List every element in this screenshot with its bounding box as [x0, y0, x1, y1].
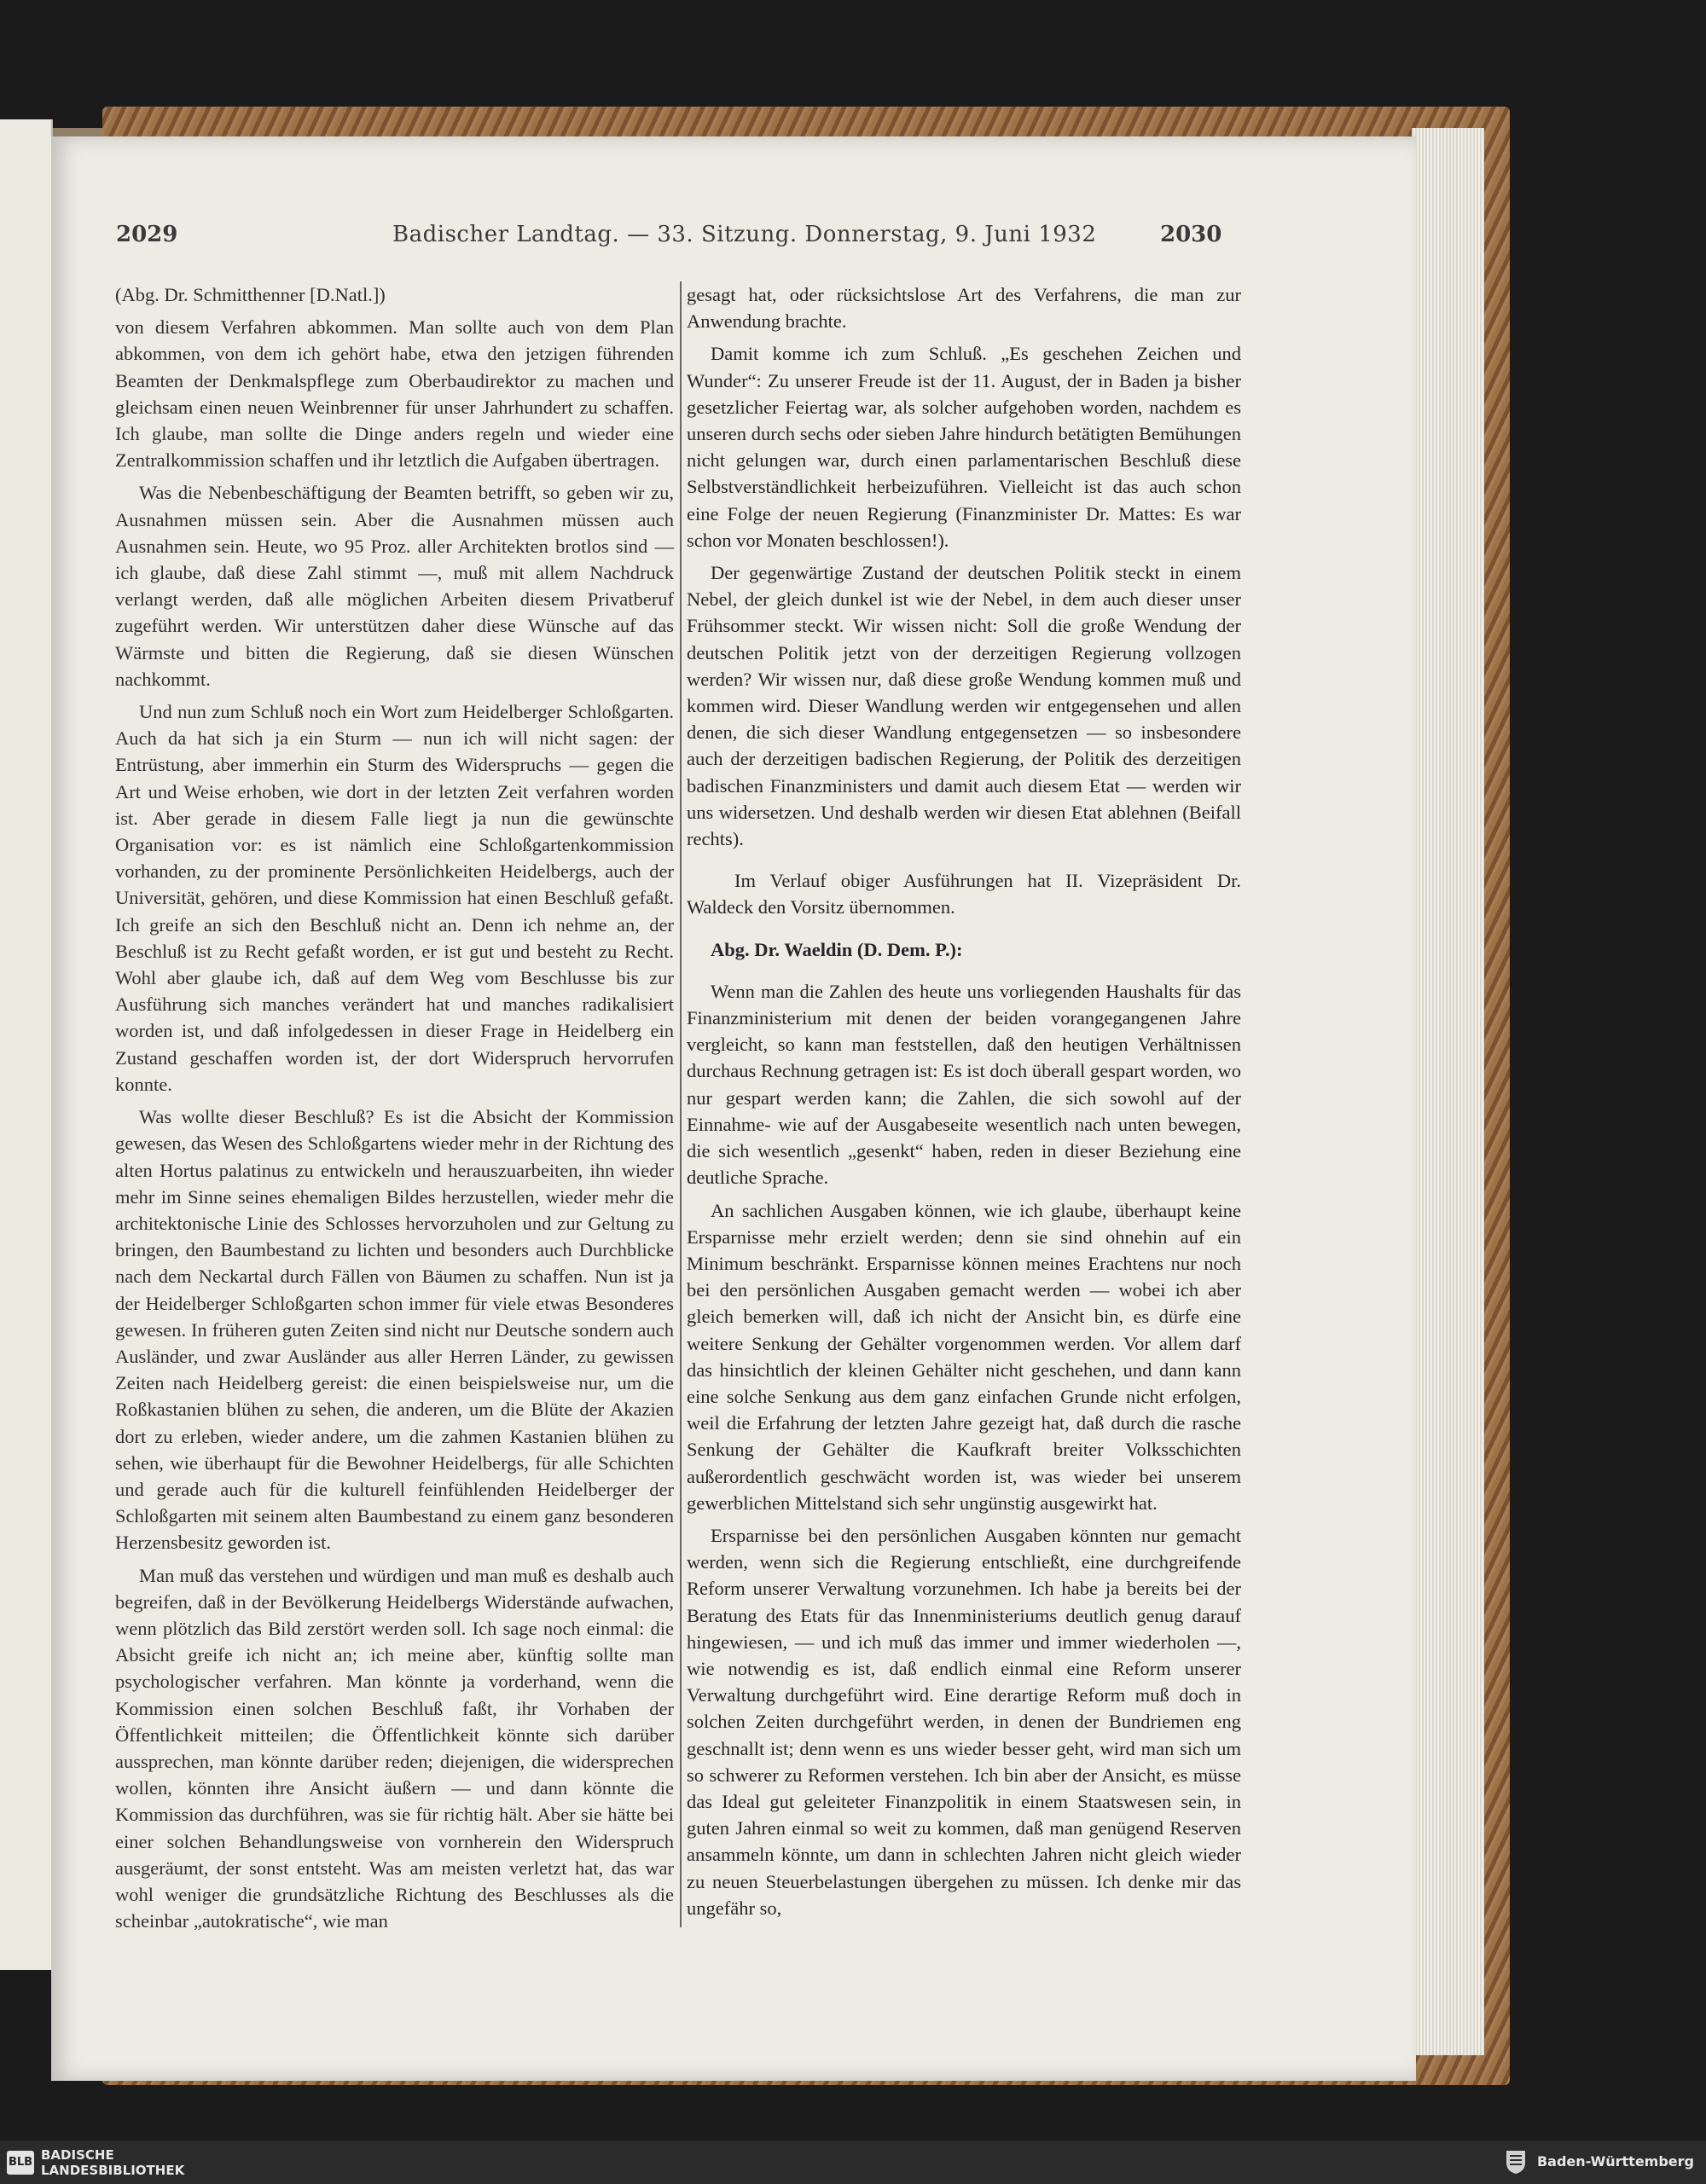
blb-logo[interactable]: BLB — [7, 2151, 34, 2175]
header-title: Badischer Landtag. — 33. Sitzung. Donnerstag, 9. Juni 1932 — [392, 222, 1097, 247]
library-name[interactable] — [41, 2147, 184, 2178]
paragraph: Der gegenwärtige Zustand der deutschen Politik steckt in einem Nebel, der gleich dunkel ist wie der Nebel, in dem auch dieser unser Frühsommer steckt. Wir wissen nicht: Soll die große Wendung der deutschen Politik jetzt von der derzeitigen Regierung vollzogen werden? Wir wissen nur, daß diese große Wendung kommen muß und kommen wird. Dieser Wandlung werden wir entgegensehen und allen denen, die sich dieser Wandlung entgegensetzen — so insbesondere auch der derzeitigen badischen Regierung, der Politik des derzeitigen badischen Finanzministers und damit auch diesem Etat — werden wir uns widersetzen. Und deshalb werden wir diesen Etat ablehnen (Beifall rechts). — [687, 562, 1241, 850]
paragraph: An sachlichen Ausgaben können, wie ich glaube, überhaupt keine Ersparnisse mehr erzielt werden; denn sie sind ohnehin auf ein Minimum beschränkt. Ersparnisse können meines Erachtens nur noch bei den persönlichen Ausgaben gemacht werden — wobei ich aber gleich bemerken will, daß ich nicht der Ansicht bin, es dürfe eine weitere Senkung der Gehälter vorgenommen werden. Vor allem darf das hinsichtlich der kleinen Gehälter nicht geschehen, und dann kann eine solche Senkung aus dem ganz einfachen Grunde nicht erfolgen, weil die Erfahrung der letzten Jahre gezeigt hat, daß durch die rasche Senkung der Gehälter die Kaufkraft breiter Volksschichten außerordentlich geschwächt worden ist, was wieder bei unserem gewerblichen Mittelstand sich sehr ungünstig ausgewirkt hat. — [687, 1199, 1241, 1514]
paragraph: Wenn man die Zahlen des heute uns vorliegenden Haushalts für das Finanzministerium mit denen der beiden vorangegangenen Jahre vergleicht, so kann man feststellen, daß den heutigen Verhältnissen durchaus Rechnung getragen ist: Es ist doch überall gespart worden, wo nur gespart werden kann; die Zahlen, die sich sowohl auf der Einnahme- wie auf der Ausgabeseite wesentlich nach unten bewegen, die sich wesentlich „gesenkt“ haben, reden in dieser Beziehung eine deutliche Sprache. — [687, 980, 1241, 1189]
page-number-right: 2030 — [1160, 222, 1222, 247]
library-name-line1: BADISCHE — [41, 2147, 114, 2163]
page-block-edge — [1412, 128, 1484, 2055]
paragraph: Man muß das verstehen und würdigen und man muß es deshalb auch begreifen, daß in der Bevölkerung Heidelbergs Widerstände aufwachen, wenn plötzlich das Bild zerstört werden soll. Ich sage noch einmal: die Absicht greife ich nicht an; ich meine aber, künftig sollte man psychologischer verfahren. Man könnte ja vorderhand, wenn die Kommission einen solchen Beschluß faßt, ihr Vorhaben der Öffentlichkeit mitteilen; die Öffentlichkeit könnte sich darüber aussprechen, man könnte darüber reden; diejenigen, die widersprechen wollen, könnten ihre Ansicht äußern — und dann könnte die Kommission das durchführen, was sie für richtig hält. Aber sie hätte bei einer solchen Behandlungsweise von vornherein den Widerspruch ausgeräumt, der sonst entsteht. Was am meisten verletzt hat, das war wohl weniger die grundsätzliche Richtung des Beschlusses als die scheinbar „autokratische“, wie man — [115, 1564, 674, 1932]
paragraph: gesagt hat, oder rücksichtslose Art des Verfahrens, die man zur Anwendung brachte. — [687, 284, 1241, 333]
paragraph: Was wollte dieser Beschluß? Es ist die Absicht der Kommission gewesen, das Wesen des Schloßgartens wieder mehr in der Richtung des alten Hortus palatinus zu entwickeln und herauszuarbeiten, ihn wieder mehr im Sinne seines ehemaligen Bildes herzustellen, wieder mehr die architektonische Linie des Schlosses hervorzuholen und zur Geltung zu bringen, den Baumbestand zu lichten und besonders auch Durchblicke nach dem Neckartal durch Fällen von Bäumen zu schaffen. Nun ist ja der Heidelberger Schloßgarten schon immer für viele etwas Besonderes gewesen. In früheren guten Zeiten sind nicht nur Deutsche sondern auch Ausländer, und zwar Ausländer aus aller Herren Länder, zu gewissen Zeiten nach Heidelberg gereist: die einen beispielsweise nur, um die Roßkastanien blühen zu sehen, die anderen, um die Blüte der Akazien dort zu erleben, wieder andere, um die zahmen Kastanien blühen zu sehen, wie überhaupt für die Bewohner Heidelbergs, für alle Schichten und gerade auch für die kulturell feinfühlenden Heidelberger der Schloßgarten mit seinem alten Baumbestand zu einem ganz besonderen Herzensbesitz geworden ist. — [115, 1106, 674, 1554]
viewer-footer — [0, 2141, 1706, 2184]
left-page-edge — [0, 119, 53, 1970]
paragraph: Ersparnisse bei den persönlichen Ausgaben könnten nur gemacht werden, wenn sich die Regierung entschließt, eine durchgreifende Reform unserer Verwaltung vorzunehmen. Ich habe ja bereits bei der Beratung des Etats für das Innenministeriums deutlich genug darauf hingewiesen, — und ich muß das immer und immer wiederholen —, wie notwendig es ist, daß endlich einmal eine Reform unserer Verwaltung durchgeführt wird. Eine derartige Reform muß doch in solchen Zeiten durchgeführt werden, in denen der Bundriemen eng geschnallt ist; denn wenn es uns wieder besser geht, wird man sich um so schwerer zu Reformen verstehen. Ich bin aber der Ansicht, es müsse das Ideal gut geleiteter Finanzpolitik in einem Staatswesen sein, in guten Jahren einmal so weit zu kommen, daß man genügend Reserven ansammeln könnte, um dann in schlechten Jahren nicht gleich wieder zu neuen Steuerbelastungen übergehen zu müssen. Ich denke mir das ungefähr so, — [687, 1524, 1241, 1919]
document-page — [51, 136, 1416, 2081]
running-header — [51, 222, 1416, 256]
page-number-left: 2029 — [116, 222, 178, 247]
right-column — [687, 281, 1241, 1927]
column-divider — [680, 281, 682, 1927]
paragraph: Und nun zum Schluß noch ein Wort zum Heidelberger Schloßgarten. Auch da hat sich ja ein Sturm — nun ich will nicht sagen: der Entrüstung, aber immerhin ein Sturm des Widerspruchs — gegen die Art und Weise erhoben, wie dort in der letzten Zeit verfahren worden ist. Aber gerade in diesem Falle liegt ja nun die gewünschte Organisation vor: es ist nämlich eine Schloßgartenkommission vorhanden, zu der prominente Persönlichkeiten Heidelbergs, auch der Universität, gehören, und diese Kommission hat einen Beschluß gefaßt. Ich greife an sich den Beschluß nicht an. Denn ich nehme an, der Beschluß ist zu Recht gefaßt worden, er ist gut und besteht zu Recht. Wohl aber glaube ich, daß auf dem Weg vom Beschlusse bis zur Ausführung sich manches verändert hat und manches radikalisiert worden ist, und daß infolgedessen in dieser Frage in Heidelberg ein Zustand geschaffen worden ist, der dort Widerspruch hervorrufen konnte. — [115, 701, 674, 1095]
state-label[interactable]: Baden-Württemberg — [1536, 2153, 1694, 2170]
library-name-line2: LANDESBIBLIOTHEK — [41, 2163, 185, 2178]
coat-of-arms-icon — [1505, 2149, 1527, 2175]
speaker-heading: Abg. Dr. Waeldin (D. Dem. P.): — [711, 938, 963, 960]
chair-note: Im Verlauf obiger Ausführungen hat II. Vizepräsident Dr. Waldeck den Vorsitz übernommen. — [687, 870, 1241, 918]
left-column — [115, 281, 674, 1940]
paragraph: von diesem Verfahren abkommen. Man sollte auch von dem Plan abkommen, von dem ich gehört habe, etwa den jetzigen führenden Beamten der Denkmalspflege zum Oberbaudirektor zu machen und gleichsam einen neuen Weinbrenner für unser Jahrhundert zu schaffen. Ich glaube, man sollte die Dinge anders regeln und wieder eine Zentralkommission schaffen und ihr letztlich die Aufgaben übertragen. — [115, 316, 674, 472]
paragraph: Damit komme ich zum Schluß. „Es geschehen Zeichen und Wunder“: Zu unserer Freude ist der 11. August, der in Baden ja bisher gesetzlicher Feiertag war, als solcher aufgehoben worden, nachdem es unseren durch sechs oder sieben Jahre hindurch betätigten Bemühungen nicht gelungen war, durch einen parlamentarischen Beschluß diese Selbstverständlichkeit herbeizuführen. Vielleicht ist das auch schon eine Folge der neuen Regierung (Finanzminister Dr. Mattes: Es war schon vor Monaten beschlossen!). — [687, 343, 1241, 551]
speaker-reference: (Abg. Dr. Schmitthenner [D.Natl.]) — [115, 284, 386, 305]
paragraph: Was die Nebenbeschäftigung der Beamten betrifft, so geben wir zu, Ausnahmen müssen sein. Aber die Ausnahmen müssen auch Ausnahmen sein. Heute, wo 95 Proz. aller Architekten brotlos sind — ich glaube, daß diese Zahl stimmt —, muß mit allem Nachdruck verlangt werden, daß alle möglichen Arbeiten diesem Privatberuf zugeführt werden. Wir unterstützen daher diese Wünsche auf das Wärmste und bitten die Regierung, daß sie diesen Wünschen nachkommt. — [115, 482, 674, 690]
